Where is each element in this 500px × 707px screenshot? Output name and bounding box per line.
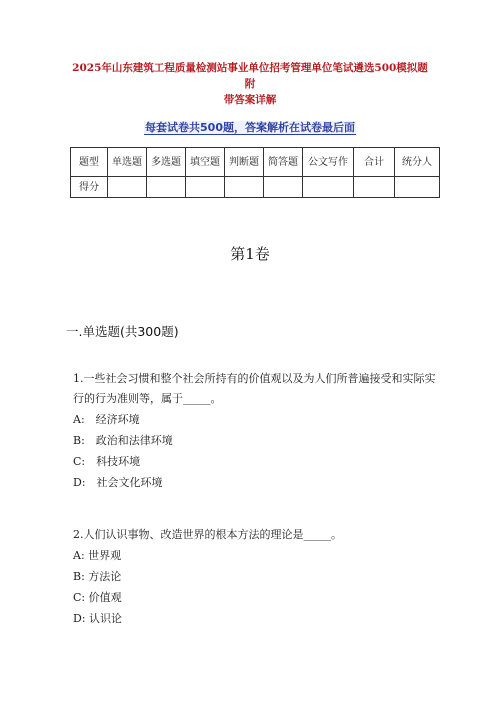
answer-notice xyxy=(0,119,500,135)
header-cell: 简答题 xyxy=(264,148,303,177)
header-cell: 单选题 xyxy=(108,148,147,177)
score-table-header-row xyxy=(71,148,440,177)
score-table xyxy=(70,147,440,198)
option-d: D: 社会文化环境 xyxy=(73,476,163,489)
section-title: 一.单选题(共300题) xyxy=(66,324,179,339)
option-b: B: 政治和法律环境 xyxy=(73,434,173,447)
header-cell: 判断题 xyxy=(225,148,264,177)
question-2 xyxy=(73,525,438,629)
score-cell xyxy=(108,177,147,198)
question-1 xyxy=(73,369,438,493)
option-a: A: 世界观 xyxy=(73,549,122,562)
score-cell xyxy=(395,177,440,198)
question-stem: 1.一些社会习惯和整个社会所持有的价值观以及为人们所普遍接受和实际实行的行为准则等，属于_____。 xyxy=(73,372,436,405)
title-line-1: 2025年山东建筑工程质量检测站事业单位招考管理单位笔试遴选500模拟题附 xyxy=(72,62,428,90)
option-d: D: 认识论 xyxy=(73,612,123,625)
option-b: B: 方法论 xyxy=(73,570,122,583)
score-cell xyxy=(147,177,186,198)
score-cell xyxy=(186,177,225,198)
header-cell: 公文写作 xyxy=(303,148,354,177)
score-cell xyxy=(225,177,264,198)
header-cell: 统分人 xyxy=(395,148,440,177)
row-label-cell: 得分 xyxy=(71,177,108,198)
answer-notice-link[interactable]: 每套试卷共500题，答案解析在试卷最后面 xyxy=(145,121,355,134)
header-cell: 题型 xyxy=(71,148,108,177)
header-cell: 多选题 xyxy=(147,148,186,177)
option-a: A: 经济环境 xyxy=(73,413,140,426)
volume-title: 第1卷 xyxy=(230,245,270,263)
score-table-score-row xyxy=(71,177,440,198)
score-cell xyxy=(264,177,303,198)
header-cell: 合计 xyxy=(354,148,395,177)
score-cell xyxy=(303,177,354,198)
document-title xyxy=(70,60,430,108)
option-c: C: 价值观 xyxy=(73,591,122,604)
question-stem: 2.人们认识事物、改造世界的根本方法的理论是_____。 xyxy=(73,528,342,541)
title-line-2: 带答案详解 xyxy=(223,94,277,106)
header-cell: 填空题 xyxy=(186,148,225,177)
option-c: C: 科技环境 xyxy=(73,455,141,468)
score-cell xyxy=(354,177,395,198)
